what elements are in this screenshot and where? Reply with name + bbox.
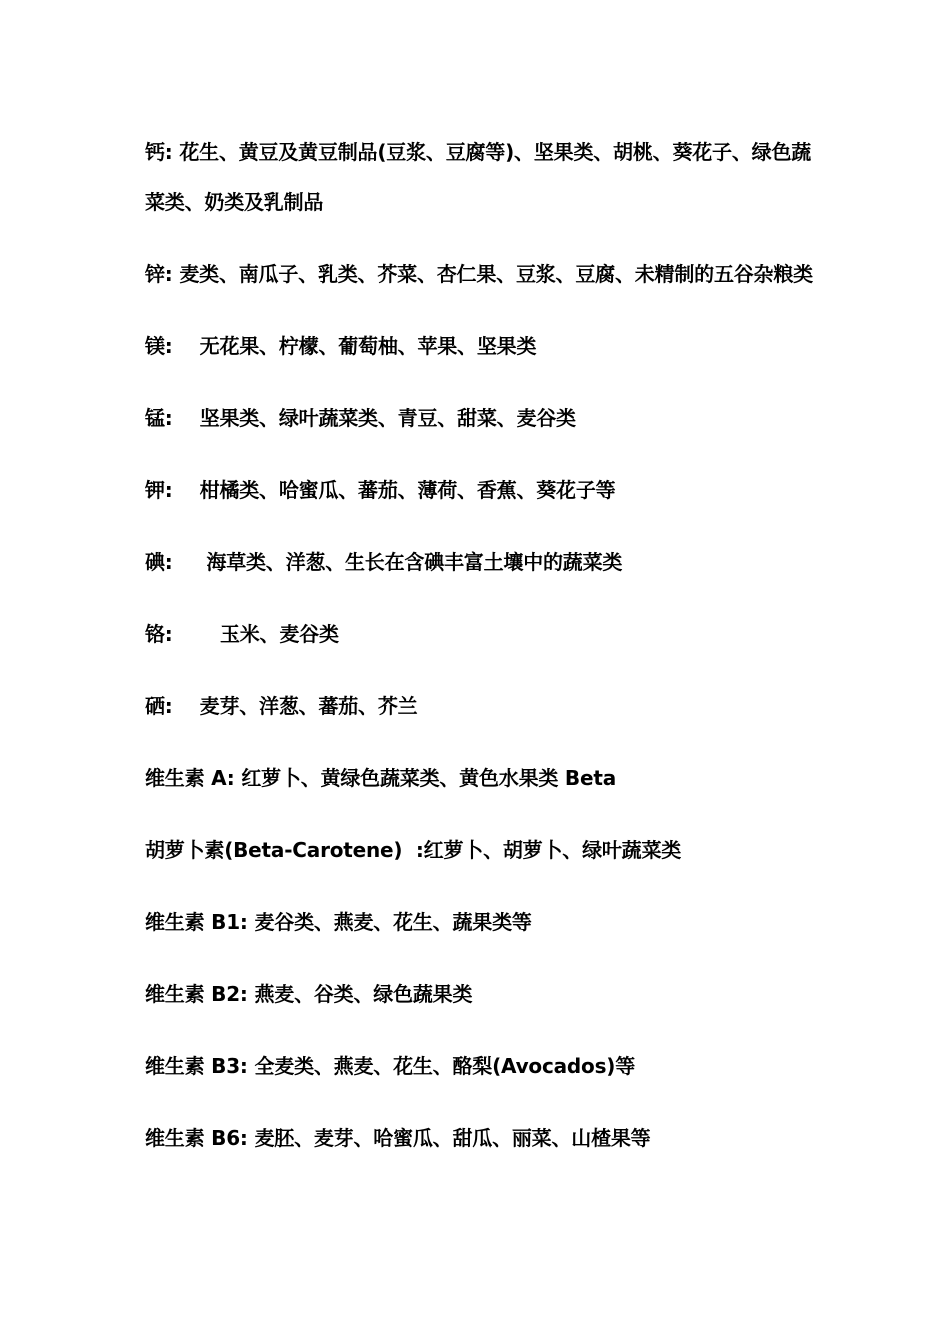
paragraph-vitamin-b2: 维生素 B2: 燕麦、谷类、绿色蔬果类: [145, 982, 473, 1006]
paragraph-vitamin-a: 维生素 A: 红萝卜、黄绿色蔬菜类、黄色水果类 Beta: [145, 766, 617, 790]
paragraph-potassium: 钾: 柑橘类、哈蜜瓜、蕃茄、薄荷、香蕉、葵花子等: [145, 478, 616, 502]
paragraph-manganese: 锰: 坚果类、绿叶蔬菜类、青豆、甜菜、麦谷类: [145, 406, 576, 430]
paragraph-vitamin-b6: 维生素 B6: 麦胚、麦芽、哈蜜瓜、甜瓜、丽菜、山楂果等: [145, 1126, 651, 1150]
paragraph-magnesium: 镁: 无花果、柠檬、葡萄柚、苹果、坚果类: [145, 334, 537, 358]
paragraph-chromium: 铬: 玉米、麦谷类: [145, 622, 339, 646]
document-body: [145, 127, 813, 1185]
paragraph-vitamin-b3: 维生素 B3: 全麦类、燕麦、花生、酪梨(Avocados)等: [145, 1054, 636, 1078]
paragraph-iodine: 碘: 海草类、洋葱、生长在含碘丰富土壤中的蔬菜类: [145, 550, 623, 574]
paragraph-calcium: 钙: 花生、黄豆及黄豆制品(豆浆、豆腐等)、坚果类、胡桃、葵花子、绿色蔬菜类、奶类及乳制品: [145, 140, 812, 214]
paragraph-vitamin-b1: 维生素 B1: 麦谷类、燕麦、花生、蔬果类等: [145, 910, 532, 934]
paragraph-selenium: 硒: 麦芽、洋葱、蕃茄、芥兰: [145, 694, 418, 718]
paragraph-beta-carotene: 胡萝卜素(Beta-Carotene) :红萝卜、胡萝卜、绿叶蔬菜类: [145, 838, 682, 862]
paragraph-zinc: 锌: 麦类、南瓜子、乳类、芥菜、杏仁果、豆浆、豆腐、未精制的五谷杂粮类: [145, 262, 813, 286]
